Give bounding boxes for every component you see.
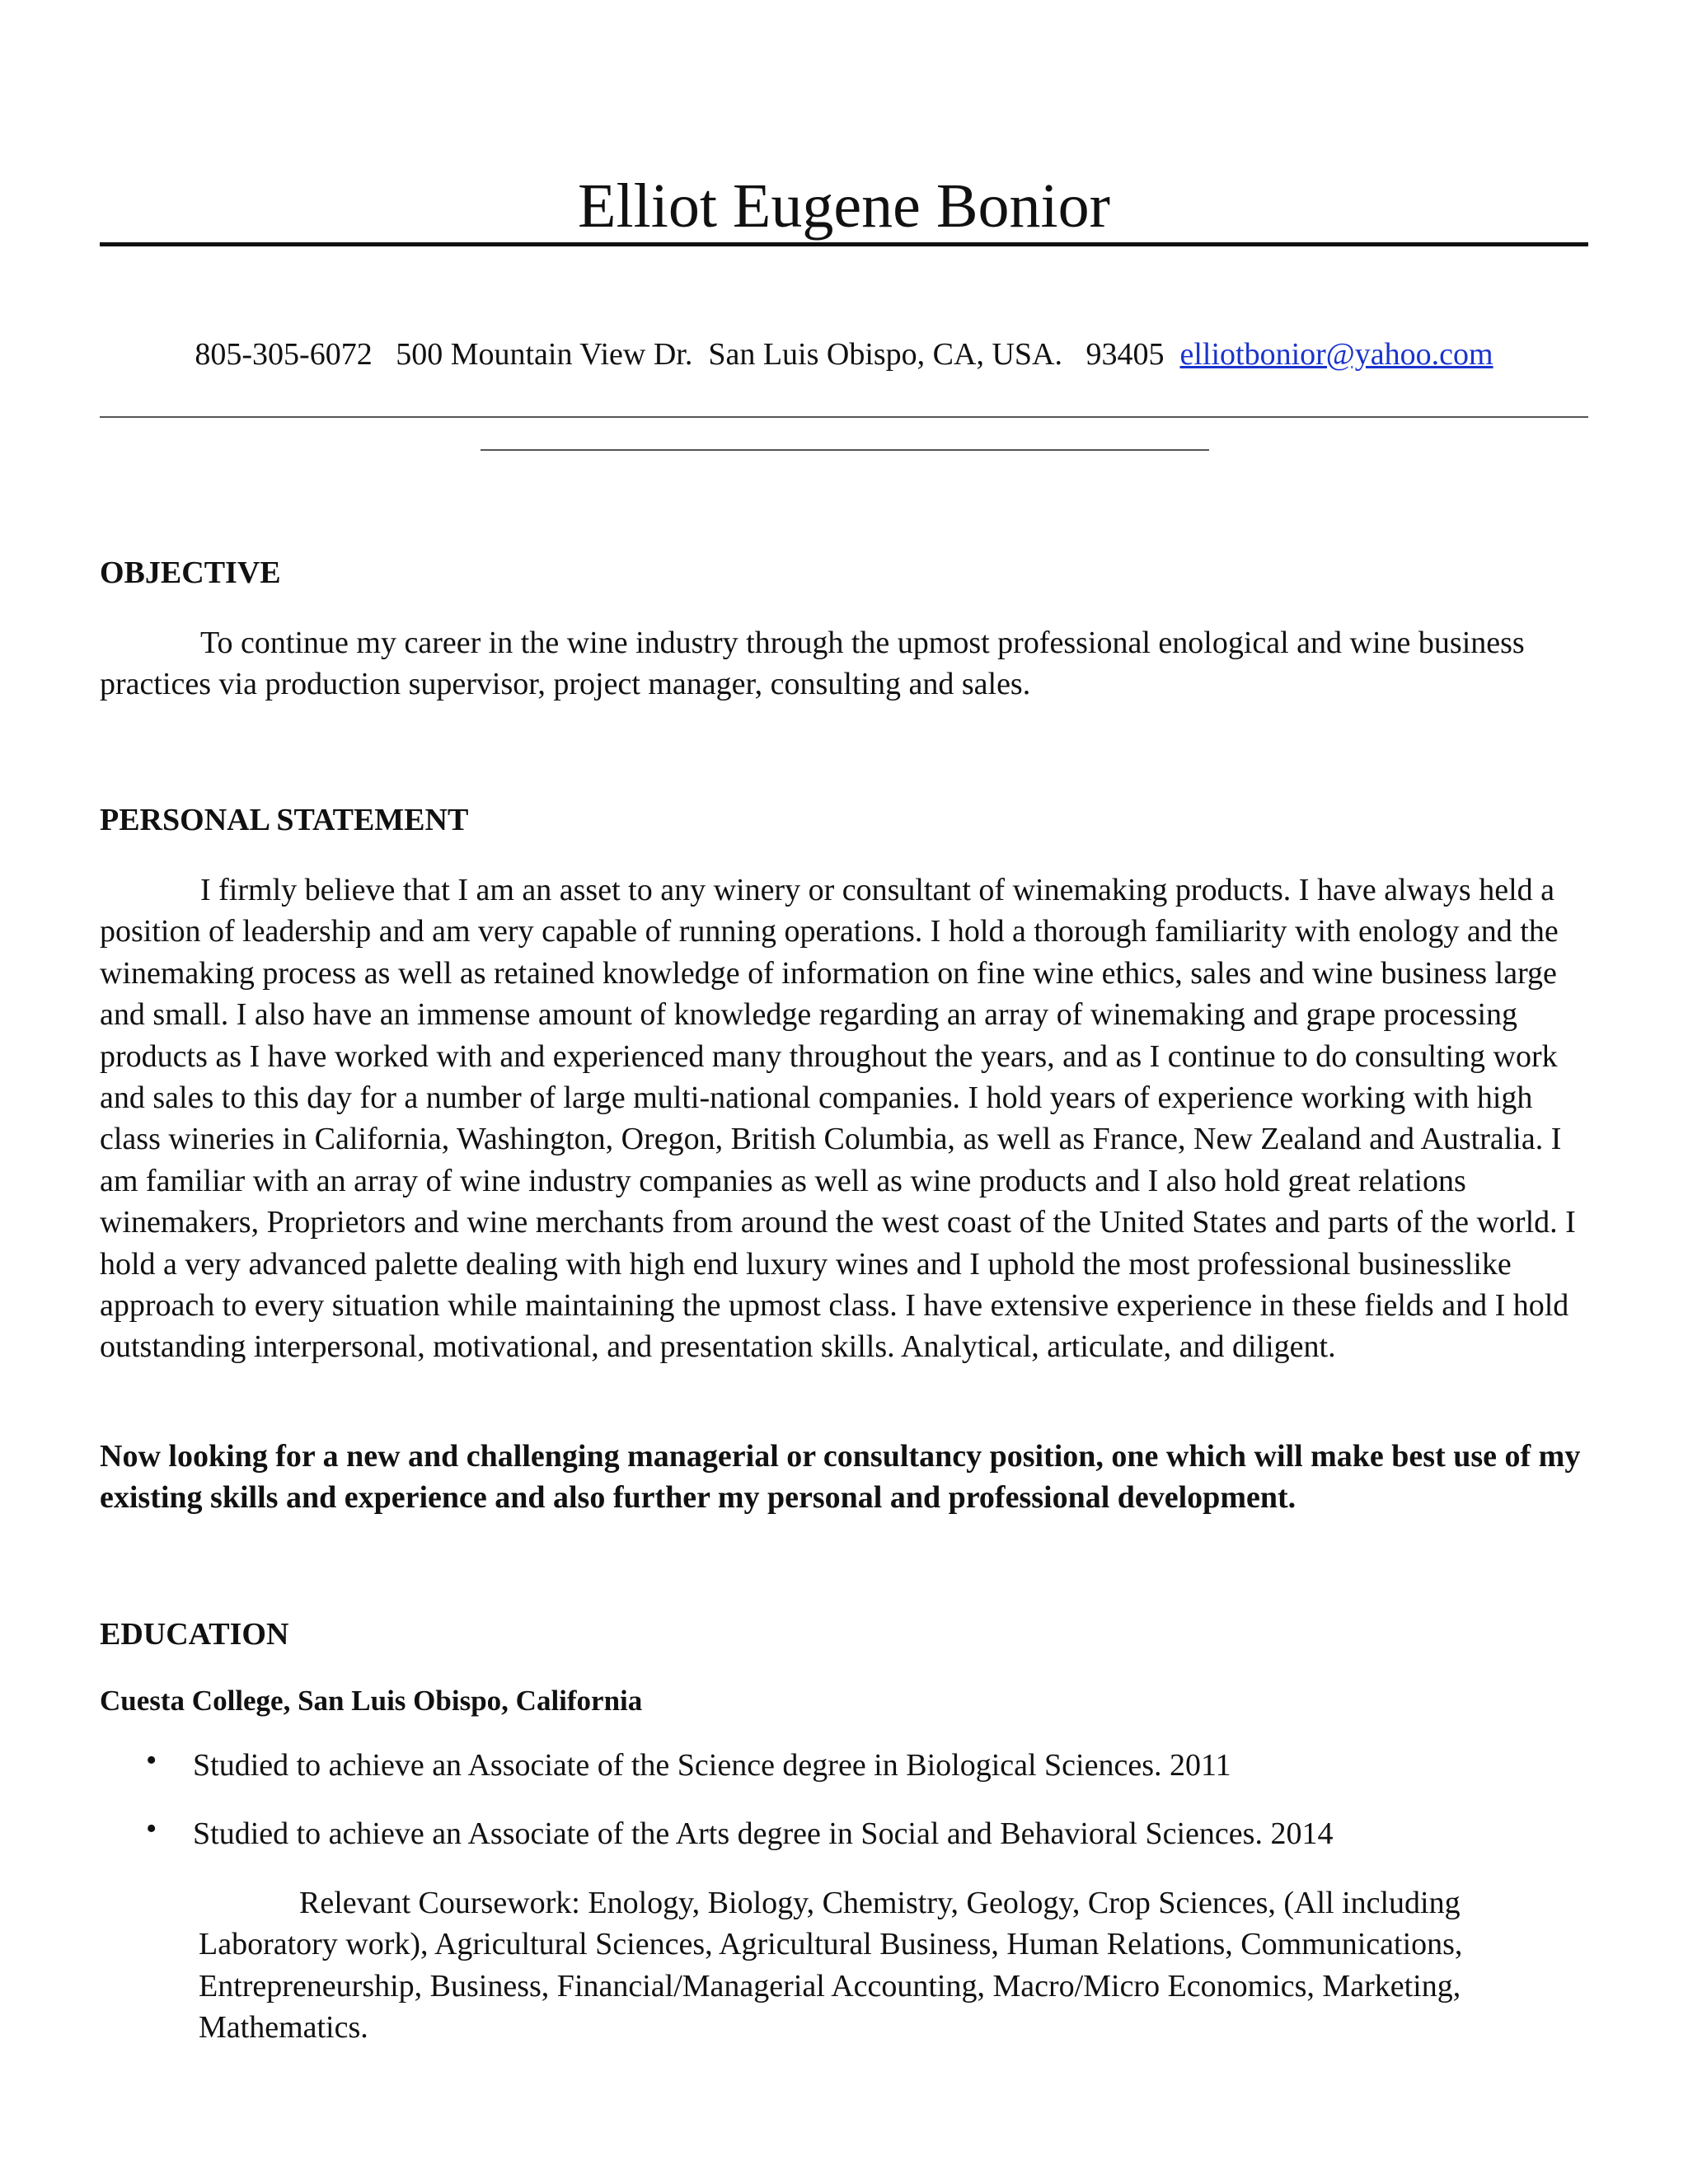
education-school: Cuesta College, San Luis Obispo, California [100,1685,643,1717]
personal-statement-text: I firmly believe that I am an asset to any winery or consultant of winemaking products. I have always held a position of leadership and am very capable of running operations. I hold a thorough familiarity with enology and the winemaking process as well as retained knowledge of information on fine wine ethics, sales and wine business large and small. I also have an immense amount of knowledge regarding an array of winemaking and grape processing products as I have worked with and experienced many throughout the years, and as I continue to do consulting work and sales to this day for a number of large multi-national companies. I hold years of experience working with high class wineries in California, Washington, Oregon, British Columbia, as well as France, New Zealand and Australia. I am familiar with an array of wine industry companies as well as wine products and I also hold great relations winemakers, Proprietors and wine merchants from around the west coast of the United States and parts of the world. I hold a very advanced palette dealing with high end luxury wines and I uphold the most professional businesslike approach to every situation while maintaining the upmost class. I have extensive experience in these fields and I hold outstanding interpersonal, motivational, and presentation skills. Analytical, articulate, and diligent. [100,873,1576,1365]
contact-line [0,334,1688,375]
bullet-icon: • [146,1743,157,1778]
applicant-name: Elliot Eugene Bonior [578,171,1110,241]
header-divider [100,242,1588,246]
education-heading: EDUCATION [100,1617,289,1652]
education-degree-1: Studied to achieve an Associate of the Science degree in Biological Sciences. 2011 [193,1748,1231,1783]
objective-text: To continue my career in the wine industry through the upmost professional enological and wine business practices via production supervisor, project manager, consulting and sales. [100,626,1525,702]
short-divider [481,449,1209,451]
personal-statement-heading: PERSONAL STATEMENT [100,803,469,837]
bullet-icon: • [146,1811,157,1846]
contact-details: 805-305-6072 500 Mountain View Dr. San Luis Obispo, CA, USA. 93405 [195,337,1180,372]
email-link[interactable]: elliotbonior@yahoo.com [1179,337,1493,372]
education-coursework: Relevant Coursework: Enology, Biology, Chemistry, Geology, Crop Sciences, (All including Laboratory work), Agricultural Sciences, Agricultural Business, Human Relations, Communications, Entrepreneurship, Business, Financial/Managerial Accounting, Macro/Micro Economics, Marketing, Mathematics. [199,1886,1463,2046]
personal-statement-closing: Now looking for a new and challenging managerial or consultancy position, one which will make best use of my existing skills and experience and also further my personal and professional development. [100,1439,1581,1516]
education-degree-2: Studied to achieve an Associate of the Arts degree in Social and Behavioral Sciences. 2014 [193,1816,1334,1851]
contact-divider [100,416,1588,418]
objective-heading: OBJECTIVE [100,555,281,590]
